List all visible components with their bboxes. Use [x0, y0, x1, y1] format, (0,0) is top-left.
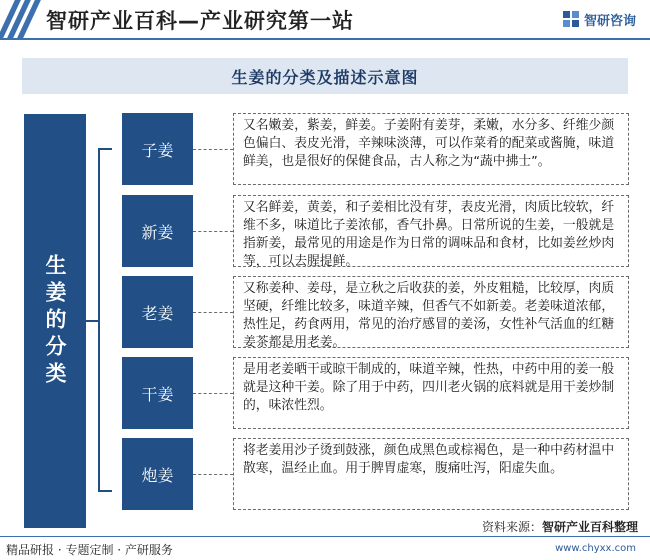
source-prefix: 资料来源：	[481, 520, 542, 534]
category-link	[193, 231, 233, 232]
category-description-xinjiang: 又名鲜姜，黄姜，和子姜相比没有芽，表皮光滑，肉质比较软，纤维不多，味道比子姜浓郁，香气扑鼻。日常所说的生姜，一般就是指新姜，最常见的用途是作为日常的调味品和食材，比如姜丝炒肉等，可以去腥提鲜。	[233, 195, 629, 267]
diagram-title: 生姜的分类及描述示意图	[231, 67, 419, 87]
header-divider	[0, 38, 650, 40]
category-node-zijiang	[122, 113, 193, 185]
category-link	[193, 312, 233, 313]
site-title: 智研产业百科—产业研究第一站	[46, 9, 354, 33]
root-node	[24, 114, 86, 528]
category-description-laojiang: 又称姜种、姜母，是立秋之后收获的姜，外皮粗糙，比较厚，肉质坚硬，纤维比较多，味道辛辣，但香气不如新姜。老姜味道浓郁，热性足，药食两用，常见的治疗感冒的姜汤，女性补气活血的红糖姜茶都是用老姜。	[233, 276, 629, 348]
header-stripes	[0, 0, 36, 38]
category-label: 子姜	[141, 140, 174, 160]
footer-divider	[0, 536, 650, 537]
footer-services: 精品研报 · 专题定制 · 产研服务	[6, 543, 173, 557]
logo-icon	[562, 10, 580, 28]
category-label: 炮姜	[141, 465, 174, 485]
source-note	[482, 518, 638, 535]
category-label: 老姜	[141, 303, 174, 323]
category-label: 干姜	[141, 384, 174, 404]
category-link	[193, 474, 233, 475]
root-label: 生姜的分类	[43, 253, 67, 389]
category-node-paojiang	[122, 438, 193, 510]
category-description-zijiang: 又名嫩姜，紫姜，鲜姜。子姜附有姜芽，柔嫩，水分多、纤维少颜色偏白、表皮光滑，辛辣味淡薄，可以作菜肴的配菜或酱腌，味道鲜美，也是很好的保健食品，古人称之为“蔬中拂士”。	[233, 113, 629, 185]
category-node-xinjiang	[122, 195, 193, 267]
category-node-laojiang	[122, 276, 193, 348]
page-header	[0, 0, 650, 38]
category-description-ganjiang: 是用老姜晒干或晾干制成的，味道辛辣，性热，中药中用的姜一般就是这种干姜。除了用于中药，四川老火锅的底料就是用干姜炒制的，味浓性烈。	[233, 357, 629, 429]
logo-text: 智研咨询	[583, 13, 636, 29]
branch-bracket	[98, 148, 112, 492]
category-label: 新姜	[141, 222, 174, 242]
diagram-title-band	[22, 58, 628, 94]
footer-url: www.chyxx.com	[555, 543, 636, 554]
root-connector	[86, 320, 98, 322]
category-link	[193, 393, 233, 394]
category-link	[193, 149, 233, 150]
source-name: 智研产业百科整理	[541, 520, 638, 534]
category-node-ganjiang	[122, 357, 193, 429]
brand-logo	[562, 9, 636, 29]
category-description-paojiang: 将老姜用沙子烫到鼓涨，颜色成黑色或棕褐色，是一种中药材温中散寒，温经止血。用于脾胃虚寒，腹痛吐泻，阳虚失血。	[233, 438, 629, 510]
